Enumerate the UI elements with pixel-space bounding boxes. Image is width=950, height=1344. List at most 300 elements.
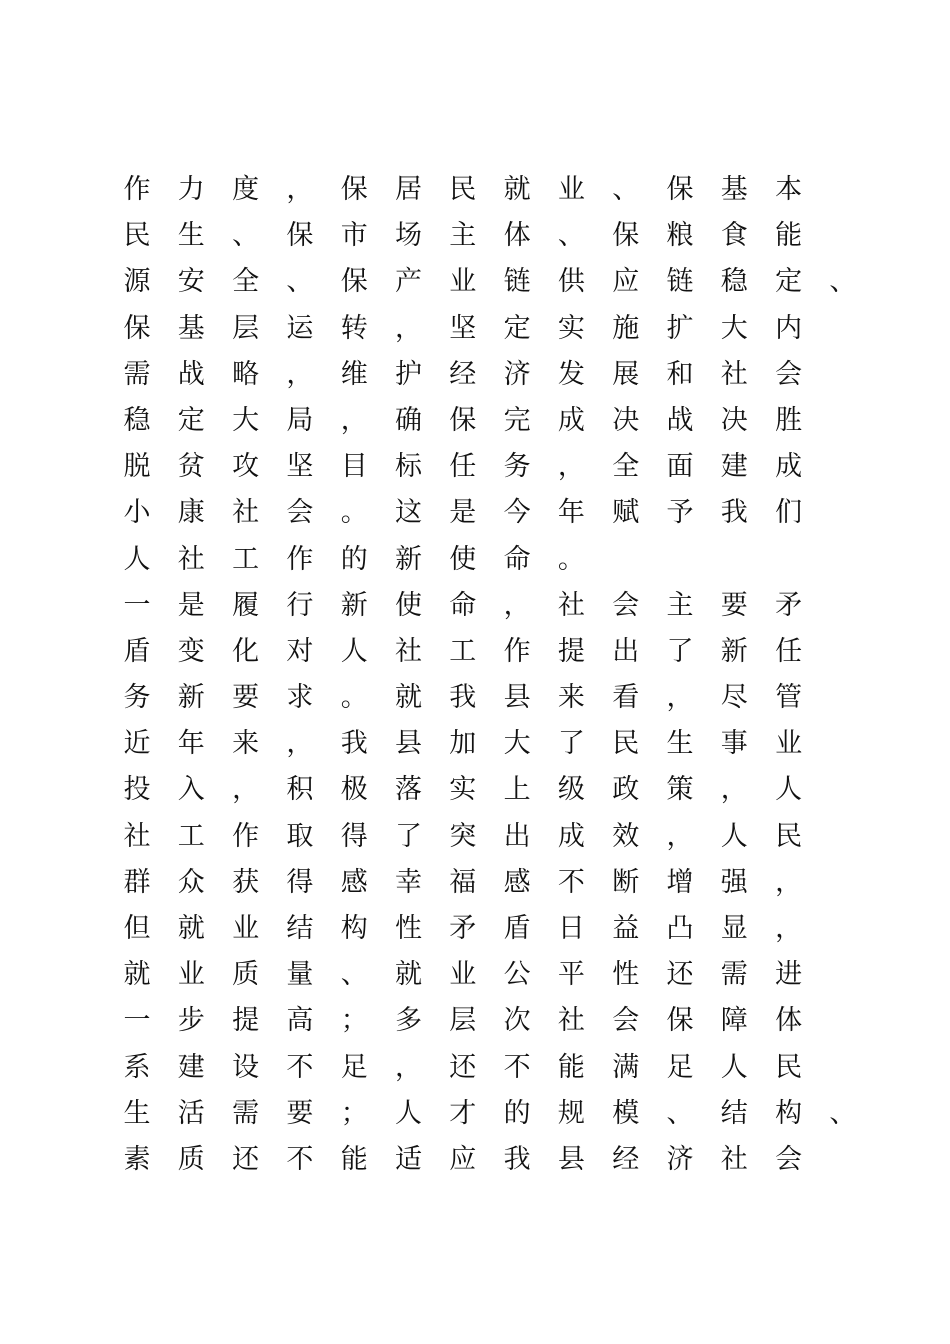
- text-line: [0, 537, 950, 583]
- text-char: 会: [775, 1143, 803, 1175]
- text-char: 供: [557, 266, 585, 298]
- text-char: 人: [123, 543, 151, 575]
- text-char: 实: [449, 774, 477, 806]
- text-char: 工: [177, 820, 205, 852]
- text-char: ，: [720, 774, 748, 806]
- text-char: 规: [557, 1097, 585, 1129]
- text-char: 大: [232, 404, 260, 436]
- text-char: 转: [340, 312, 368, 344]
- text-char: 大: [720, 312, 748, 344]
- text-char: 结: [286, 913, 314, 944]
- text-char: 实: [557, 312, 585, 344]
- text-char: 人: [720, 820, 748, 852]
- text-char: 社: [557, 1005, 585, 1037]
- text-line: [0, 1045, 950, 1091]
- text-char: 业: [557, 174, 585, 205]
- text-char: 还: [666, 959, 694, 991]
- text-line: [0, 398, 950, 444]
- text-char: ，: [286, 358, 314, 390]
- text-char: 、: [286, 266, 314, 298]
- text-line: [0, 444, 950, 490]
- text-char: 力: [177, 174, 205, 205]
- text-char: 突: [449, 820, 477, 852]
- text-char: 层: [232, 312, 260, 344]
- text-char: 基: [177, 312, 205, 344]
- text-char: 济: [503, 358, 531, 390]
- text-char: 济: [666, 1143, 694, 1175]
- text-char: 生: [177, 220, 205, 252]
- text-char: 社: [177, 543, 205, 575]
- text-char: 、: [829, 266, 857, 298]
- text-char: 模: [612, 1097, 640, 1129]
- text-char: ，: [395, 1051, 422, 1083]
- text-char: 尽: [720, 682, 748, 714]
- text-char: 构: [340, 913, 368, 944]
- text-char: 要: [720, 589, 748, 621]
- text-line: [0, 814, 950, 860]
- text-char: 适: [395, 1143, 422, 1175]
- text-char: 一: [123, 589, 151, 621]
- text-char: 政: [612, 774, 640, 806]
- text-char: 级: [557, 774, 585, 806]
- text-char: 取: [286, 820, 314, 852]
- text-char: 展: [612, 358, 640, 390]
- text-char: 加: [449, 728, 477, 760]
- text-char: 定: [177, 404, 205, 436]
- text-char: 定: [503, 312, 531, 344]
- text-char: 命: [449, 589, 477, 621]
- text-char: 需: [720, 959, 748, 991]
- text-char: 标: [395, 451, 422, 483]
- text-char: 会: [286, 497, 314, 529]
- text-char: 任: [449, 451, 477, 483]
- text-char: 完: [503, 404, 531, 436]
- text-line: [0, 259, 950, 305]
- text-char: 变: [177, 635, 205, 667]
- text-char: 会: [612, 1005, 640, 1037]
- text-char: 成: [557, 820, 585, 852]
- text-char: 民: [449, 174, 477, 205]
- text-char: 场: [395, 220, 422, 252]
- text-char: 战: [666, 404, 694, 436]
- text-char: 内: [775, 312, 803, 344]
- text-char: 保: [666, 1005, 694, 1037]
- text-char: 、: [612, 174, 640, 205]
- text-char: 幸: [395, 866, 422, 898]
- text-char: 面: [666, 451, 694, 483]
- text-char: 构: [775, 1097, 803, 1129]
- text-char: 还: [232, 1143, 260, 1175]
- text-char: 命: [503, 543, 531, 575]
- text-char: 、: [232, 220, 260, 252]
- text-char: 胜: [775, 404, 803, 436]
- text-char: 结: [720, 1097, 748, 1129]
- text-char: 益: [612, 913, 640, 944]
- text-char: 一: [123, 1005, 151, 1037]
- text-char: 日: [557, 913, 585, 944]
- text-char: 事: [720, 728, 748, 760]
- text-char: 县: [557, 1143, 585, 1175]
- text-char: 障: [720, 1005, 748, 1037]
- text-char: 保: [123, 312, 151, 344]
- text-char: 能: [775, 220, 803, 252]
- text-char: 。: [557, 543, 585, 575]
- text-char: 极: [340, 774, 368, 806]
- text-char: 业: [449, 959, 477, 991]
- text-char: 断: [612, 866, 640, 898]
- text-char: 任: [775, 635, 803, 667]
- text-char: 社: [720, 358, 748, 390]
- text-line: [0, 213, 950, 259]
- text-char: 强: [720, 866, 748, 898]
- text-char: 才: [449, 1097, 477, 1129]
- text-char: 施: [612, 312, 640, 344]
- text-char: 就: [123, 959, 151, 991]
- text-char: 了: [666, 635, 694, 667]
- body-text: [0, 167, 950, 1183]
- text-char: 积: [286, 774, 314, 806]
- text-char: 人: [775, 774, 803, 806]
- text-char: 保: [340, 266, 368, 298]
- text-char: 进: [775, 959, 803, 991]
- text-char: ，: [232, 774, 260, 806]
- text-char: 维: [340, 358, 368, 390]
- text-line: [0, 1091, 950, 1137]
- text-char: 上: [503, 774, 531, 806]
- text-char: 粮: [666, 220, 694, 252]
- text-char: 民: [612, 728, 640, 760]
- text-char: 不: [286, 1143, 314, 1175]
- text-char: 社: [232, 497, 260, 529]
- text-char: 来: [232, 728, 260, 760]
- text-line: [0, 952, 950, 998]
- text-char: 我: [720, 497, 748, 529]
- text-char: 提: [232, 1005, 260, 1037]
- text-char: 成: [775, 451, 803, 483]
- text-char: 看: [612, 682, 640, 714]
- text-char: 足: [666, 1051, 694, 1083]
- text-char: 盾: [503, 913, 531, 944]
- text-char: 经: [612, 1143, 640, 1175]
- text-char: 质: [232, 959, 260, 991]
- text-char: 。: [340, 497, 368, 529]
- text-char: 年: [557, 497, 585, 529]
- text-line: [0, 906, 950, 952]
- text-line: [0, 1137, 950, 1183]
- text-char: 效: [612, 820, 640, 852]
- text-char: 发: [557, 358, 585, 390]
- text-char: 坚: [286, 451, 314, 483]
- text-char: 来: [557, 682, 585, 714]
- text-char: 、: [340, 959, 368, 991]
- text-char: 性: [612, 959, 640, 991]
- text-char: 就: [395, 682, 422, 714]
- text-char: 护: [395, 358, 422, 390]
- text-char: ，: [286, 728, 314, 760]
- text-char: 还: [449, 1051, 477, 1083]
- text-char: 社: [395, 635, 422, 667]
- text-line: [0, 767, 950, 813]
- text-char: 居: [395, 174, 422, 205]
- text-char: 生: [123, 1097, 151, 1129]
- text-char: 链: [666, 266, 694, 298]
- text-char: 要: [286, 1097, 314, 1129]
- text-char: 县: [395, 728, 422, 760]
- text-char: 是: [449, 497, 477, 529]
- text-char: 社: [557, 589, 585, 621]
- text-char: 素: [123, 1143, 151, 1175]
- text-char: 基: [720, 174, 748, 205]
- text-char: 赋: [612, 497, 640, 529]
- text-char: 安: [177, 266, 205, 298]
- text-char: 不: [557, 866, 585, 898]
- text-char: 能: [340, 1143, 368, 1175]
- text-char: ，: [395, 312, 422, 344]
- text-char: 保: [612, 220, 640, 252]
- text-char: ，: [286, 174, 314, 205]
- text-char: 民: [775, 1051, 803, 1083]
- text-char: 贫: [177, 451, 205, 483]
- text-char: 业: [775, 728, 803, 760]
- text-char: 会: [775, 358, 803, 390]
- text-char: 众: [177, 866, 205, 898]
- text-char: 矛: [449, 913, 477, 944]
- text-char: 市: [340, 220, 368, 252]
- text-char: 近: [123, 728, 151, 760]
- text-char: 社: [720, 1143, 748, 1175]
- text-char: 了: [395, 820, 422, 852]
- text-char: 们: [775, 497, 803, 529]
- text-char: ，: [557, 451, 585, 483]
- text-char: 公: [503, 959, 531, 991]
- text-char: 应: [449, 1143, 477, 1175]
- text-char: 福: [449, 866, 477, 898]
- text-char: 决: [612, 404, 640, 436]
- text-char: 就: [177, 913, 205, 944]
- text-char: 脱: [123, 451, 151, 483]
- text-char: 度: [232, 174, 260, 205]
- text-char: ，: [775, 913, 803, 944]
- text-char: 。: [340, 682, 368, 714]
- text-char: 成: [557, 404, 585, 436]
- text-char: 层: [449, 1005, 477, 1037]
- text-char: 年: [177, 728, 205, 760]
- text-char: 不: [286, 1051, 314, 1083]
- text-char: 、: [557, 220, 585, 252]
- text-char: 管: [775, 682, 803, 714]
- text-char: 新: [720, 635, 748, 667]
- text-char: 略: [232, 358, 260, 390]
- text-char: 决: [720, 404, 748, 436]
- text-line: [0, 629, 950, 675]
- text-char: 感: [503, 866, 531, 898]
- text-char: 建: [720, 451, 748, 483]
- text-char: 履: [232, 589, 260, 621]
- text-char: 质: [177, 1143, 205, 1175]
- text-char: 定: [775, 266, 803, 298]
- text-char: 行: [286, 589, 314, 621]
- text-char: 业: [232, 913, 260, 944]
- text-char: 作: [232, 820, 260, 852]
- text-char: 新: [340, 589, 368, 621]
- text-char: 就: [395, 959, 422, 991]
- text-char: 矛: [775, 589, 803, 621]
- text-char: 我: [503, 1143, 531, 1175]
- text-char: 需: [123, 358, 151, 390]
- text-char: 运: [286, 312, 314, 344]
- text-char: 满: [612, 1051, 640, 1083]
- text-char: 生: [666, 728, 694, 760]
- text-char: 了: [557, 728, 585, 760]
- text-char: 全: [232, 266, 260, 298]
- text-char: 增: [666, 866, 694, 898]
- text-line: [0, 675, 950, 721]
- text-char: 这: [395, 497, 422, 529]
- text-char: 作: [123, 174, 151, 205]
- text-char: 业: [449, 266, 477, 298]
- text-char: 经: [449, 358, 477, 390]
- text-line: [0, 583, 950, 629]
- text-char: 工: [232, 543, 260, 575]
- text-char: ，: [666, 682, 694, 714]
- text-char: 要: [232, 682, 260, 714]
- text-char: 出: [612, 635, 640, 667]
- text-char: 落: [395, 774, 422, 806]
- text-char: 战: [177, 358, 205, 390]
- text-char: 主: [666, 589, 694, 621]
- text-char: 步: [177, 1005, 205, 1037]
- text-char: 需: [232, 1097, 260, 1129]
- text-char: 人: [340, 635, 368, 667]
- text-char: 体: [775, 1005, 803, 1037]
- text-char: 显: [720, 913, 748, 944]
- text-char: 的: [340, 543, 368, 575]
- text-char: 稳: [123, 404, 151, 436]
- text-char: 量: [286, 959, 314, 991]
- text-line: [0, 860, 950, 906]
- text-char: 全: [612, 451, 640, 483]
- text-char: ，: [340, 404, 368, 436]
- text-char: 保: [286, 220, 314, 252]
- text-char: ；: [340, 1005, 368, 1037]
- text-char: ，: [503, 589, 531, 621]
- text-char: 入: [177, 774, 205, 806]
- text-line: [0, 721, 950, 767]
- text-char: 感: [340, 866, 368, 898]
- text-char: 社: [123, 820, 151, 852]
- text-char: 和: [666, 358, 694, 390]
- text-char: 食: [720, 220, 748, 252]
- text-char: 今: [503, 497, 531, 529]
- text-char: 应: [612, 266, 640, 298]
- text-char: 攻: [232, 451, 260, 483]
- text-char: 获: [232, 866, 260, 898]
- text-char: 保: [340, 174, 368, 205]
- text-char: 就: [503, 174, 531, 205]
- text-char: ；: [340, 1097, 368, 1129]
- text-char: 使: [449, 543, 477, 575]
- text-char: 局: [286, 404, 314, 436]
- text-char: 投: [123, 774, 151, 806]
- text-char: 作: [286, 543, 314, 575]
- text-char: 建: [177, 1051, 205, 1083]
- text-char: 作: [503, 635, 531, 667]
- text-char: 小: [123, 497, 151, 529]
- text-char: 保: [666, 174, 694, 205]
- text-char: 扩: [666, 312, 694, 344]
- text-char: 确: [395, 404, 422, 436]
- text-char: 会: [612, 589, 640, 621]
- text-char: 我: [449, 682, 477, 714]
- text-char: 产: [395, 266, 422, 298]
- text-char: 、: [666, 1097, 694, 1129]
- text-char: 次: [503, 1005, 531, 1037]
- text-char: 业: [177, 959, 205, 991]
- text-char: 不: [503, 1051, 531, 1083]
- text-char: 足: [340, 1051, 368, 1083]
- text-char: 出: [503, 820, 531, 852]
- text-char: 凸: [666, 913, 694, 944]
- text-char: 保: [449, 404, 477, 436]
- text-char: 人: [720, 1051, 748, 1083]
- text-line: [0, 167, 950, 213]
- text-char: 对: [286, 635, 314, 667]
- text-char: 康: [177, 497, 205, 529]
- text-char: 予: [666, 497, 694, 529]
- text-char: 民: [123, 220, 151, 252]
- text-char: 大: [503, 728, 531, 760]
- text-char: 坚: [449, 312, 477, 344]
- text-char: 设: [232, 1051, 260, 1083]
- text-char: 性: [395, 913, 422, 944]
- text-line: [0, 306, 950, 352]
- text-char: 务: [123, 682, 151, 714]
- text-char: 是: [177, 589, 205, 621]
- text-char: 提: [557, 635, 585, 667]
- text-char: 使: [395, 589, 422, 621]
- text-char: 系: [123, 1051, 151, 1083]
- text-char: 目: [340, 451, 368, 483]
- text-char: 工: [449, 635, 477, 667]
- text-char: 得: [286, 866, 314, 898]
- text-line: [0, 490, 950, 536]
- text-char: 群: [123, 866, 151, 898]
- text-char: 主: [449, 220, 477, 252]
- text-char: 稳: [720, 266, 748, 298]
- text-char: 得: [340, 820, 368, 852]
- text-char: 高: [286, 1005, 314, 1037]
- text-char: 链: [503, 266, 531, 298]
- text-char: 县: [503, 682, 531, 714]
- text-char: 多: [395, 1005, 422, 1037]
- text-char: 但: [123, 913, 151, 944]
- text-char: 体: [503, 220, 531, 252]
- text-char: 务: [503, 451, 531, 483]
- text-line: [0, 352, 950, 398]
- text-char: 求: [286, 682, 314, 714]
- text-char: 平: [557, 959, 585, 991]
- text-char: 人: [395, 1097, 422, 1129]
- text-char: 新: [177, 682, 205, 714]
- text-char: 能: [557, 1051, 585, 1083]
- text-char: 民: [775, 820, 803, 852]
- text-char: 源: [123, 266, 151, 298]
- text-line: [0, 998, 950, 1044]
- text-char: ，: [775, 866, 803, 898]
- text-char: 我: [340, 728, 368, 760]
- text-char: ，: [666, 820, 694, 852]
- text-char: 、: [829, 1097, 857, 1129]
